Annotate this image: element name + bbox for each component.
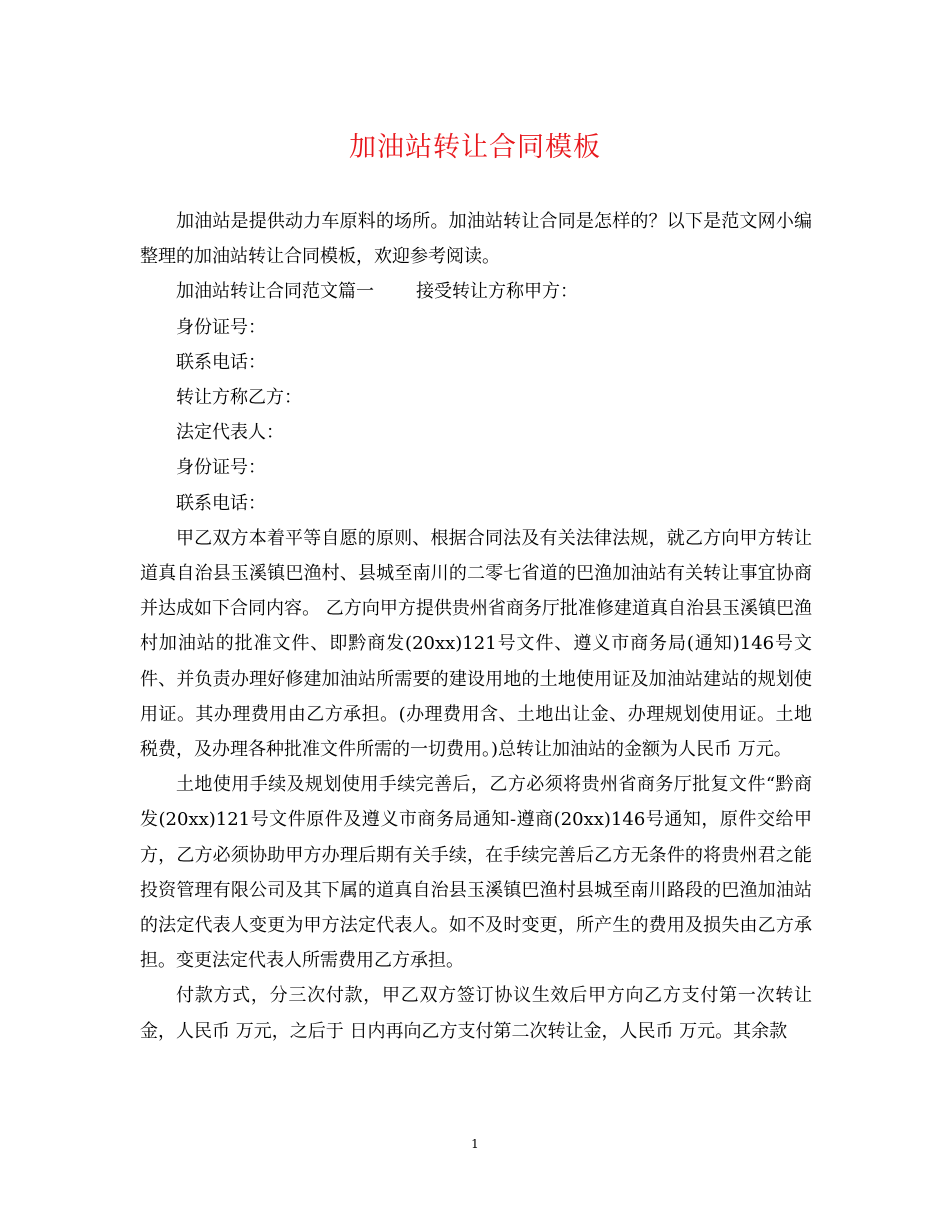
field-id-number-b: 身份证号： (176, 457, 266, 479)
section-heading-line (140, 274, 812, 309)
section-heading: 加油站转让合同范文篇一 (176, 281, 374, 303)
paragraph-payment: 付款方式，分三次付款，甲乙双方签订协议生效后甲方向乙方支付第一次转让金，人民币 万元，之后于 日内再向乙方支付第二次转让金，人民币 万元。其余款 (140, 985, 812, 1042)
field-party-b: 转让方称乙方： (176, 387, 302, 409)
paragraph-land-procedures: 土地使用手续及规划使用手续完善后，乙方必须将贵州省商务厅批复文件“黔商发(20xx)121号文件原件及遵义市商务局通知-遵商(20xx)146号通知，原件交给甲方，乙方必须协助甲方办理后期有关手续，在手续完善后乙方无条件的将贵州君之能投资管理有限公司及其下属的道真自治县玉溪镇巴渔村县城至南川路段的巴渔加油站的法定代表人变更为甲方法定代表人。如不及时变更，所产生的费用及损失由乙方承担。变更法定代表人所需费用乙方承担。 (140, 774, 812, 972)
document-body (140, 204, 812, 1049)
page-number: 1 (471, 1137, 479, 1151)
document-title: 加油站转让合同模板 (349, 132, 601, 163)
field-legal-representative: 法定代表人： (176, 422, 284, 444)
field-phone-a: 联系电话： (176, 351, 266, 373)
paragraph-agreement: 甲乙双方本着平等自愿的原则、根据合同法及有关法律法规，就乙方向甲方转让道真自治县玉溪镇巴渔村、县城至南川的二零七省道的巴渔加油站有关转让事宜协商并达成如下合同内容。 乙方向甲方提供贵州省商务厅批准修建道真自治县玉溪镇巴渔村加油站的批准文件、即黔商发(20xx)121号文件、遵义市商务局(通知)146号文件、并负责办理好修建加油站所需要的建设用地的土地使用证及加油站建站的规划使用证。其办理费用由乙方承担。(办理费用含、土地出让金、办理规划使用证。土地税费，及办理各种批准文件所需的一切费用。)总转让加油站的金额为人民币 万元。 (140, 527, 812, 761)
intro-paragraph: 加油站是提供动力车原料的场所。加油站转让合同是怎样的？以下是范文网小编整理的加油站转让合同模板，欢迎参考阅读。 (140, 211, 812, 268)
field-phone-b: 联系电话： (176, 492, 266, 514)
field-id-number-a: 身份证号： (176, 316, 266, 338)
party-a-label: 接受转让方称甲方： (416, 281, 578, 303)
